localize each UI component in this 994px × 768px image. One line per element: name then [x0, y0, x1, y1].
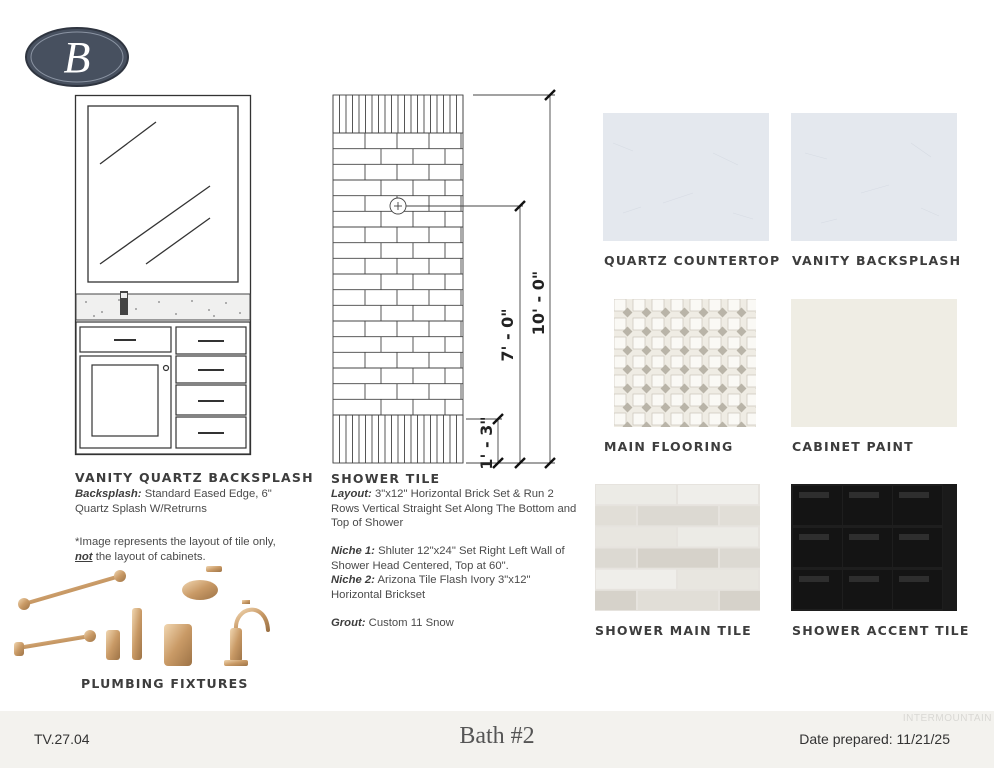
document-code: TV.27.04 — [34, 731, 90, 747]
shower-caption: SHOWER TILE — [331, 471, 441, 486]
backsplash-text: Standard Eased Edge, 6" Quartz Splash W/Retrurns — [75, 488, 272, 515]
disclaimer-emphasis: not — [75, 550, 93, 563]
swatch-label-shower-main-tile: SHOWER MAIN TILE — [595, 623, 752, 638]
grout-text: Custom 11 Snow — [368, 617, 454, 629]
swatch-label-main-flooring: MAIN FLOORING — [604, 439, 734, 454]
backsplash-label: Backsplash: — [75, 488, 142, 500]
niche2-label: Niche 2: — [331, 574, 375, 586]
vanity-caption: VANITY QUARTZ BACKSPLASH — [75, 470, 314, 485]
dim-low-label: 1' - 3" — [477, 416, 496, 470]
layout-label: Layout: — [331, 488, 372, 500]
watermark: INTERMOUNTAIN — [902, 713, 992, 724]
swatch-label-vanity-backsplash: VANITY BACKSPLASH — [792, 253, 962, 268]
vanity-backsplash-swatch — [791, 113, 957, 241]
shower-layout-note — [331, 487, 577, 531]
cabinet-paint-swatch — [791, 299, 957, 427]
disclaimer-suffix: the layout of cabinets. — [95, 550, 206, 563]
shower-niche-note — [331, 544, 577, 602]
date-value: 11/21/25 — [896, 731, 950, 747]
logo-letter: B — [63, 33, 91, 82]
swatch-label-shower-accent-tile: SHOWER ACCENT TILE — [792, 623, 970, 638]
niche1-label: Niche 1: — [331, 545, 375, 557]
swatch-label-quartz-countertop: QUARTZ COUNTERTOP — [604, 253, 781, 268]
plumbing-fixtures-image — [10, 560, 280, 670]
brand-logo — [24, 26, 130, 88]
main-flooring-swatch — [614, 299, 756, 427]
vanity-elevation-drawing — [74, 94, 252, 456]
disclaimer-prefix: *Image represents the layout of tile only, — [75, 536, 276, 548]
shower-grout-note — [331, 616, 577, 631]
vanity-backsplash-note — [75, 487, 289, 516]
shower-tile-elevation — [330, 85, 570, 473]
dim-mid-label: 7' - 0" — [498, 308, 517, 362]
grout-label: Grout: — [331, 617, 366, 629]
dim-total-label: 10' - 0" — [529, 270, 548, 336]
date-label: Date prepared: — [799, 731, 893, 747]
page-title: Bath #2 — [459, 723, 535, 749]
quartz-countertop-swatch — [603, 113, 769, 241]
shower-accent-tile-swatch — [791, 484, 957, 611]
niche2-text: Arizona Tile Flash Ivory 3"x12" Horizontal Brickset — [331, 574, 531, 601]
layout-text: 3"x12" Horizontal Brick Set & Run 2 Rows Vertical Straight Set Along The Bottom and Top of Shower — [331, 488, 577, 529]
footer-bar — [0, 711, 994, 768]
shower-main-tile-swatch — [595, 484, 760, 611]
swatch-label-cabinet-paint: CABINET PAINT — [792, 439, 914, 454]
niche1-text: Shluter 12"x24" Set Right Left Wall of Shower Head Centered, Top at 60". — [331, 545, 565, 572]
plumbing-caption: PLUMBING FIXTURES — [81, 676, 249, 691]
date-prepared — [799, 731, 950, 747]
